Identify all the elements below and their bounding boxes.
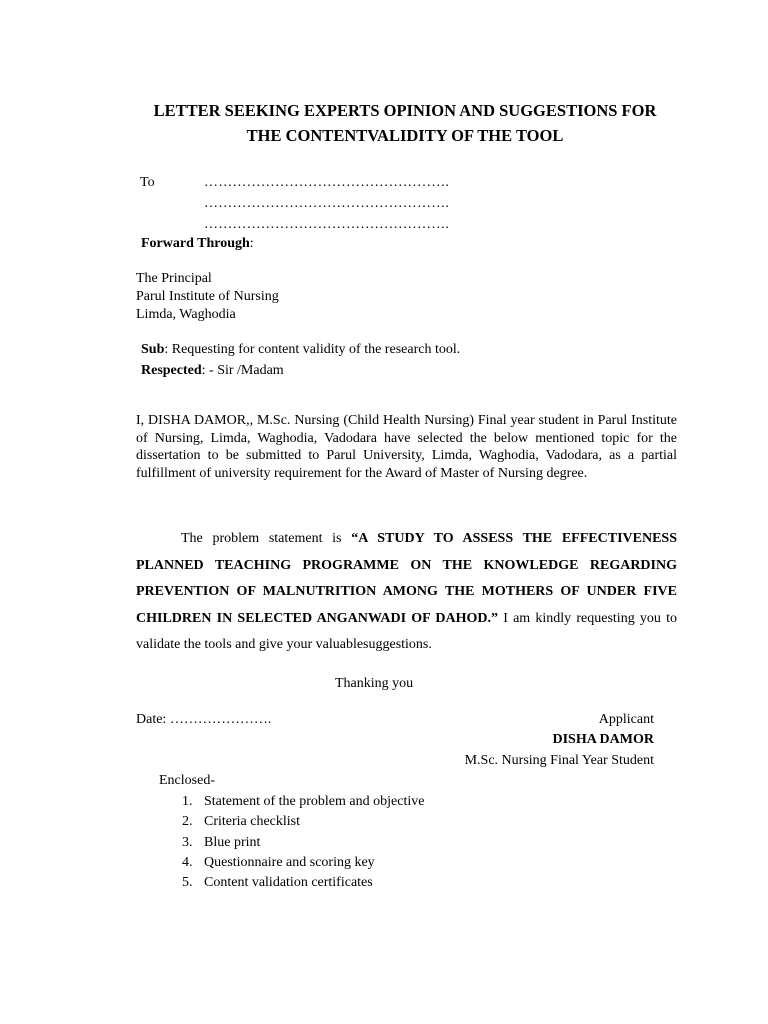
signature-designation: M.Sc. Nursing Final Year Student — [464, 753, 654, 768]
forward-through-label: Forward Through — [141, 236, 250, 251]
title-line-1: LETTER SEEKING EXPERTS OPINION AND SUGGESTIONS FOR — [153, 101, 657, 120]
signature-role: Applicant — [598, 712, 654, 727]
list-item-number: 2. — [182, 814, 193, 830]
address-line-3: Limda, Waghodia — [136, 307, 236, 322]
letter-title — [120, 98, 690, 148]
problem-statement-tail: I am kindly requesting you to validate the tools and give your valuablesuggestions. — [136, 610, 677, 652]
list-item-number: 1. — [182, 794, 193, 809]
closing-thanks: Thanking you — [335, 676, 414, 691]
salutation-line — [141, 362, 284, 380]
date-field: Date: …………………. — [136, 712, 272, 727]
to-label: To — [140, 175, 155, 190]
intro-paragraph: I, DISHA DAMOR,, M.Sc. Nursing (Child Health Nursing) Final year student in Parul Institute of Nursing, Limda, Waghodia, Vadodara have selected the below mentioned topic for the dissertation to be submitted to Parul University, Limda, Waghodia, Vadodara, as a partial fulfillment of university requirement for the Award of Master of Nursing degree. — [136, 413, 677, 481]
subject-line — [141, 341, 460, 359]
enclosed-label: Enclosed- — [159, 773, 215, 788]
list-item-text: Content validation certificates — [204, 875, 373, 891]
subject-text: : Requesting for content validity of the research tool. — [164, 342, 461, 357]
signature-name: DISHA DAMOR — [552, 732, 654, 747]
list-item-text: Criteria checklist — [204, 814, 301, 830]
list-item-text: Statement of the problem and objective — [204, 794, 425, 809]
subject-label: Sub — [141, 342, 165, 357]
problem-statement: “A STUDY TO ASSESS THE EFFECTIVENESS PLANNED TEACHING PROGRAMME ON THE KNOWLEDGE REGARDING PREVENTION OF MALNUTRITION AMONG THE MOTHERS OF UNDER FIVE CHILDREN IN SELECTED ANGANWADI OF DAHOD.” — [136, 531, 677, 626]
list-item-number: 3. — [182, 834, 193, 850]
list-item — [182, 853, 424, 873]
list-item — [182, 833, 424, 853]
salutation-label: Respected — [141, 363, 202, 378]
problem-statement-lead: The problem statement is — [181, 531, 352, 546]
list-item-text: Blue print — [204, 834, 261, 850]
salutation-text: : - Sir /Madam — [201, 363, 284, 378]
recipient-line-1: ……………………………………………. — [204, 175, 450, 190]
list-item-number: 5. — [182, 875, 193, 891]
list-item — [182, 792, 424, 812]
recipient-line-3: ……………………………………………. — [204, 217, 450, 232]
list-item-text: Questionnaire and scoring key — [204, 854, 375, 870]
address-line-1: The Principal — [136, 271, 212, 286]
address-line-2: Parul Institute of Nursing — [136, 289, 279, 304]
list-item — [182, 873, 424, 893]
recipient-line-2: ……………………………………………. — [204, 196, 450, 211]
problem-statement-paragraph — [136, 526, 677, 659]
forward-through-colon: : — [249, 236, 254, 251]
forward-through — [141, 235, 254, 253]
enclosure-list — [182, 792, 424, 893]
list-item-number: 4. — [182, 854, 193, 870]
list-item — [182, 812, 424, 832]
title-line-2: THE CONTENTVALIDITY OF THE TOOL — [246, 126, 564, 145]
